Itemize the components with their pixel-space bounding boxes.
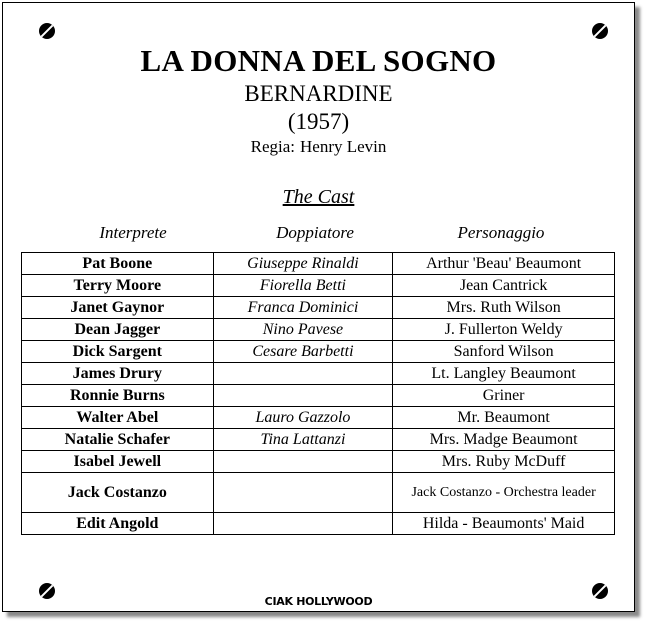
dubber-cell [213,513,393,535]
role-cell: Jack Costanzo - Orchestra leader [393,473,615,513]
table-row [22,253,615,275]
column-header-personaggio: Personaggio [457,223,545,242]
actor-cell: Natalie Schafer [22,429,214,451]
table-row [22,363,615,385]
actor-cell: Walter Abel [22,407,214,429]
dubber-cell: Cesare Barbetti [213,341,393,363]
director-line [3,137,634,157]
table-row [22,451,615,473]
cast-plaque [2,2,635,612]
actor-cell: Dean Jagger [22,319,214,341]
dubber-cell: Tina Lattanzi [213,429,393,451]
role-cell: Hilda - Beaumonts' Maid [393,513,615,535]
table-row [22,385,615,407]
dubber-cell [213,363,393,385]
movie-title: LA DONNA DEL SOGNO [140,43,497,78]
role-cell: Jean Cantrick [393,275,615,297]
actor-cell: James Drury [22,363,214,385]
role-cell: Lt. Langley Beaumont [393,363,615,385]
cast-table [21,252,615,535]
table-row [22,429,615,451]
dubber-cell: Fiorella Betti [213,275,393,297]
dubber-cell [213,451,393,473]
actor-cell: Jack Costanzo [22,473,214,513]
table-row [22,319,615,341]
role-cell: Mr. Beaumont [393,407,615,429]
dubber-cell: Lauro Gazzolo [213,407,393,429]
table-row [22,297,615,319]
column-header-interprete: Interprete [99,223,167,242]
table-row [22,341,615,363]
actor-cell: Pat Boone [22,253,214,275]
cast-heading: The Cast [282,186,355,208]
table-row [22,513,615,535]
director-label: Regia: [250,137,295,156]
dubber-cell: Franca Dominici [213,297,393,319]
ciak-hollywood-logo: CIAK HOLLYWOOD [264,595,373,608]
screw-icon [592,23,608,39]
table-row [22,407,615,429]
role-cell: J. Fullerton Weldy [393,319,615,341]
director-name: Henry Levin [300,137,387,156]
actor-cell: Janet Gaynor [22,297,214,319]
dubber-cell: Giuseppe Rinaldi [213,253,393,275]
actor-cell: Ronnie Burns [22,385,214,407]
original-title: BERNARDINE [244,81,393,106]
actor-cell: Dick Sargent [22,341,214,363]
dubber-cell [213,473,393,513]
dubber-cell: Nino Pavese [213,319,393,341]
actor-cell: Edit Angold [22,513,214,535]
release-year: (1957) [287,109,350,134]
role-cell: Sanford Wilson [393,341,615,363]
dubber-cell [213,385,393,407]
actor-cell: Terry Moore [22,275,214,297]
role-cell: Mrs. Ruth Wilson [393,297,615,319]
actor-cell: Isabel Jewell [22,451,214,473]
role-cell: Arthur 'Beau' Beaumont [393,253,615,275]
table-row [22,473,615,513]
table-row [22,275,615,297]
role-cell: Mrs. Madge Beaumont [393,429,615,451]
role-cell: Mrs. Ruby McDuff [393,451,615,473]
screw-icon [39,23,55,39]
role-cell: Griner [393,385,615,407]
column-header-doppiatore: Doppiatore [276,223,354,242]
